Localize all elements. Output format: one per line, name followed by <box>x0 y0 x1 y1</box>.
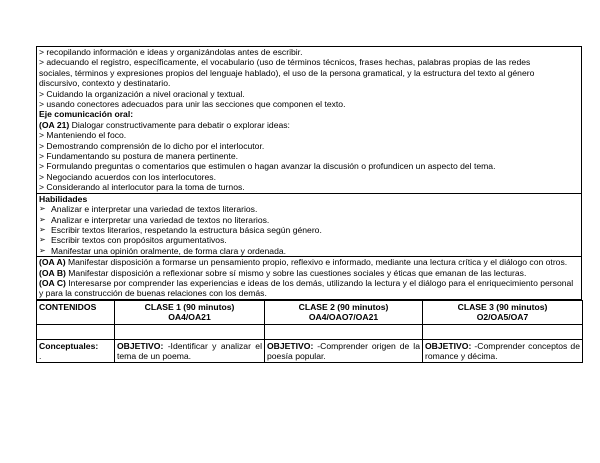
actitud-text: Manifestar disposición a reflexionar sobre sí mismo y sobre las cuestiones sociales y éticas que emanan de las lecturas. <box>65 267 527 278</box>
habilidades-title: Habilidades <box>39 193 88 204</box>
habilidad-text: Analizar e interpretar una variedad de textos literarios. <box>51 204 258 215</box>
actitud-code: (OA A) <box>39 257 66 268</box>
objetivo-text: -Comprender conceptos de romance y décima. <box>425 340 580 361</box>
row-label: Conceptuales: <box>39 340 99 351</box>
row-label-cell <box>37 339 115 363</box>
oral-item: > Formulando preguntas o comentarios que estimulen o hagan avanzar la discusión o profundicen un aspecto del tema. <box>39 161 496 172</box>
table-row <box>37 339 583 363</box>
header-clase-1 <box>115 300 265 324</box>
criteria-line: > Cuidando la organización a nivel oracional y textual. <box>39 88 245 99</box>
habilidad-text: Manifestar una opinión oralmente, de forma clara y ordenada. <box>51 245 287 256</box>
table-header-row <box>37 300 583 324</box>
actitudes-box <box>36 256 582 300</box>
arrow-bullet-icon: ➢ <box>39 204 46 214</box>
actitud-code: (OA B) <box>39 267 66 278</box>
objetivo-label: OBJETIVO: <box>117 340 164 351</box>
oa21-text: Dialogar constructivamente para debatir o explorar ideas: <box>69 119 290 130</box>
header-clase-2 <box>265 300 423 324</box>
habilidad-text: Escribir textos literarios, respetando la estructura básica según género. <box>51 224 322 235</box>
table-spacer-row <box>37 324 583 339</box>
actitud-item <box>39 257 579 267</box>
criteria-line: > recopilando información e ideas y organizándolas antes de escribir. <box>39 47 303 57</box>
clase-3-title: CLASE 3 (90 minutos) <box>457 301 548 312</box>
clase-2-title: CLASE 2 (90 minutos) <box>298 301 389 312</box>
clase-3-oa: O2/OA5/OA7 <box>476 312 529 323</box>
clase-1-oa: OA4/OA21 <box>168 312 211 323</box>
habilidades-box <box>36 193 582 256</box>
objetivo-cell-1 <box>115 339 265 363</box>
actitud-item <box>39 278 579 299</box>
oral-item: > Negociando acuerdos con los interlocutores. <box>39 171 216 182</box>
oral-item: > Fundamentando su postura de manera pertinente. <box>39 151 238 162</box>
criteria-line: > usando conectores adecuados para unir las secciones que componen el texto. <box>39 99 346 110</box>
actitud-item <box>39 268 579 278</box>
objetivo-text: -Identificar y analizar el tema de un poema. <box>117 340 262 361</box>
objetivo-cell-3 <box>423 339 583 363</box>
criteria-line: > adecuando el registro, específicamente, el vocabulario (uso de términos técnicos, frases hechas, palabras propias de las redes <box>39 57 531 68</box>
oral-item: > Manteniendo el foco. <box>39 130 127 141</box>
writing-criteria-box <box>36 46 582 193</box>
habilidad-text: Escribir textos con propósitos argumentativos. <box>51 235 227 246</box>
row-label-dot: . <box>39 350 42 361</box>
actitud-text: Manifestar disposición a formarse un pensamiento propio, reflexivo e informado, mediante una lectura crítica y el diálogo con otros. <box>65 257 568 268</box>
oa21-line <box>39 120 579 130</box>
header-clase-3 <box>423 300 583 324</box>
objetivo-cell-2 <box>265 339 423 363</box>
arrow-bullet-icon: ➢ <box>39 224 46 234</box>
class-plan-table <box>36 300 583 364</box>
oa21-code: (OA 21) <box>39 119 70 130</box>
actitud-text: Interesarse por comprender las experiencias e ideas de los demás, utilizando la lectura y el diálogo para el enriquecimiento personal y para la construcción de buenas relaciones con los demás. <box>39 277 574 299</box>
oral-item: > Demostrando comprensión de lo dicho por el interlocutor. <box>39 140 265 151</box>
objetivo-text: -Comprender origen de la poesía popular. <box>267 340 420 361</box>
arrow-bullet-icon: ➢ <box>39 235 46 245</box>
criteria-line: sociales, términos y expresiones propios del lenguaje hablado), el uso de la persona gramatical, y la estructura del texto al género <box>39 67 535 78</box>
arrow-bullet-icon: ➢ <box>39 214 46 224</box>
arrow-bullet-icon: ➢ <box>39 245 46 255</box>
clase-2-oa: OA4/OAO7/OA21 <box>308 312 379 323</box>
habilidad-item <box>39 215 579 225</box>
habilidad-item <box>39 225 579 235</box>
actitud-code: (OA C) <box>39 277 66 288</box>
habilidad-item <box>39 246 579 256</box>
header-contenidos: CONTENIDOS <box>37 300 115 324</box>
objetivo-label: OBJETIVO: <box>425 340 472 351</box>
habilidad-text: Analizar e interpretar una variedad de textos no literarios. <box>51 214 270 225</box>
oral-axis-title: Eje comunicación oral: <box>39 109 134 120</box>
habilidad-item <box>39 204 579 214</box>
criteria-line: discursivo, contexto y destinatario. <box>39 78 171 89</box>
document-page <box>36 46 582 363</box>
oral-item: > Considerando al interlocutor para la toma de turnos. <box>39 182 245 193</box>
habilidad-item <box>39 235 579 245</box>
clase-1-title: CLASE 1 (90 minutos) <box>144 301 235 312</box>
objetivo-label: OBJETIVO: <box>267 340 314 351</box>
